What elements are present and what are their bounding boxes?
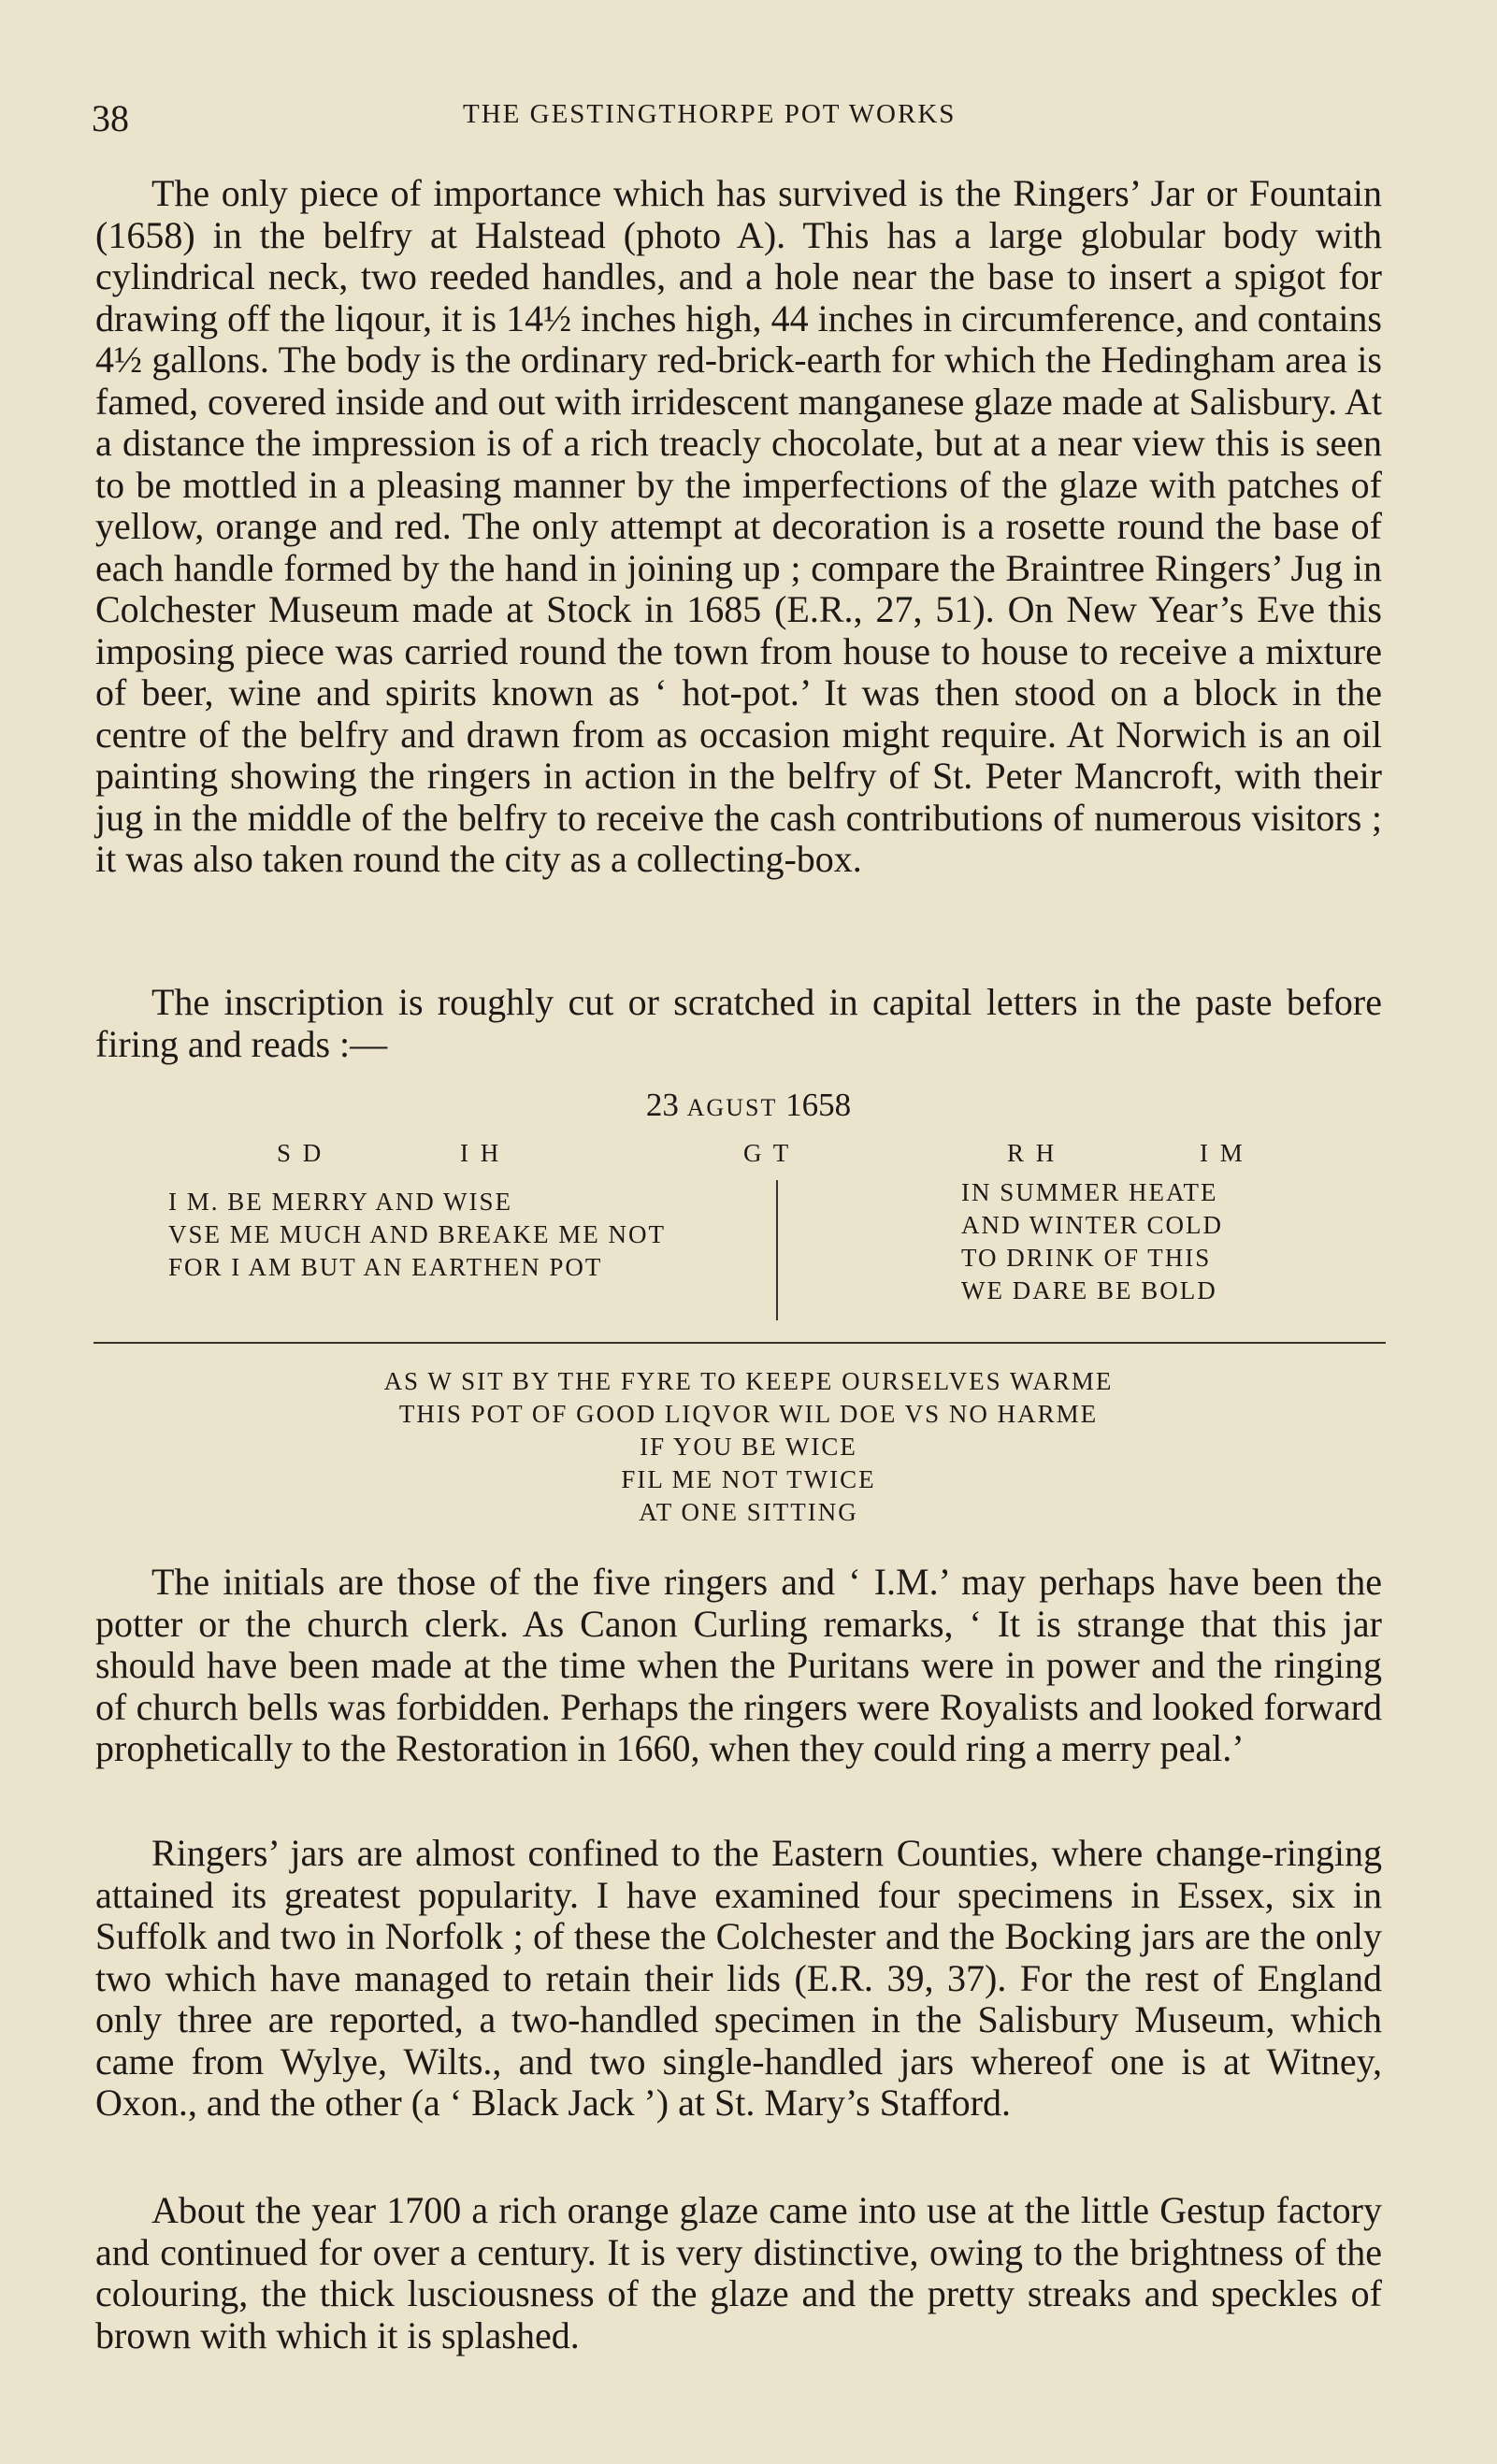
verse-line: FOR I AM BUT AN EARTHEN POT <box>168 1253 603 1281</box>
paragraph-ringers-jar: The only piece of importance which has survived is the Ringers’ Jar or Fountain (1658) in the belfry at Halstead (photo A). This has a large globular body with cylindrical neck, two reeded handles, and a hole near the base to insert a spigot for drawing off the liqour, it is 14½ inches high, 44 inches in circumference, and contains 4½ gallons. The body is the ordinary red-brick-earth for which the Hedingham area is famed, covered inside and out with irridescent manganese glaze made at Salisbury. At a distance the impression is of a rich treacly chocolate, but at a near view this is seen to be mottled in a pleasing manner by the imperfections of the glaze with patches of yellow, orange and red. The only attempt at decoration is a rosette round the base of each handle formed by the hand in joining up ; compare the Braintree Ringers’ Jug in Colchester Museum made at Stock in 1685 (E.R., 27, 51). On New Year’s Eve this imposing piece was carried round the town from house to house to receive a mixture of beer, wine and spirits known as ‘ hot-pot.’ It was then stood on a block in the centre of the belfry and drawn from as occasion might require. At Norwich is an oil painting showing the ringers in action in the belfry of St. Peter Mancroft, with their jug in the middle of the belfry to receive the cash contributions of numerous visitors ; it was also taken round the city as a collecting-box. <box>95 172 1382 880</box>
inscription-left-verse <box>168 1186 666 1284</box>
paragraph-inscription-intro: The inscription is roughly cut or scratched in capital letters in the paste before firing and reads :— <box>95 981 1382 1065</box>
verse-line: IF YOU BE WICE <box>640 1433 857 1461</box>
inscription-date-month: AGUST <box>686 1094 778 1121</box>
inscription-date-day: 23 <box>645 1087 679 1123</box>
verse-line: I M. BE MERRY AND WISE <box>168 1188 513 1216</box>
verse-line: AS W SIT BY THE FYRE TO KEEPE OURSELVES WARME <box>383 1367 1114 1395</box>
initials-gt: G T <box>743 1139 792 1167</box>
paragraph-ringers-jars-distribution: Ringers’ jars are almost confined to the Eastern Counties, where change-ringing attained its greatest popularity. I have examined four specimens in Essex, six in Suffolk and two in Norfolk ; of these the Colchester and the Bocking jars are the only two which have managed to retain their lids (E.R. 39, 37). For the rest of England only three are reported, a two-handled specimen in the Salisbury Museum, which came from Wylye, Wilts., and two single-handled jars whereof one is at Witney, Oxon., and the other (a ‘ Black Jack ’) at St. Mary’s Stafford. <box>95 1832 1382 2124</box>
inscription-vertical-divider <box>776 1180 778 1320</box>
paragraph-orange-glaze: About the year 1700 a rich orange glaze came into use at the little Gestup factory and continued for over a century. It is very distinctive, owing to the brightness of the colouring, the thick lusciousness of the glaze and the pretty streaks and speckles of brown with which it is splashed. <box>95 2189 1382 2356</box>
initials-ih: I H <box>460 1139 502 1167</box>
inscription-date <box>0 1087 1497 1124</box>
running-title: THE GESTINGTHORPE POT WORKS <box>463 99 957 129</box>
inscription-bottom-verse <box>0 1365 1497 1529</box>
verse-line: AT ONE SITTING <box>639 1498 858 1526</box>
paragraph-initials: The initials are those of the five ringers and ‘ I.M.’ may perhaps have been the potter or the church clerk. As Canon Curling remarks, ‘ It is strange that this jar should have been made at the time when the Puritans were in power and the ringing of church bells was forbidden. Perhaps the ringers were Royalists and looked forward prophetically to the Restoration in 1660, when they could ring a merry peal.’ <box>95 1561 1382 1769</box>
verse-line: VSE ME MUCH AND BREAKE ME NOT <box>168 1220 667 1248</box>
initials-rh: R H <box>1007 1139 1058 1167</box>
page-number: 38 <box>92 97 129 139</box>
initials-im: I M <box>1200 1139 1245 1167</box>
verse-line: TO DRINK OF THIS <box>961 1244 1212 1272</box>
inscription-right-verse <box>961 1176 1223 1307</box>
verse-line: THIS POT OF GOOD LIQVOR WIL DOE VS NO HARME <box>398 1400 1099 1428</box>
inscription-horizontal-divider <box>94 1342 1386 1344</box>
verse-line: AND WINTER COLD <box>961 1211 1223 1239</box>
initials-sd: S D <box>277 1139 324 1167</box>
verse-line: IN SUMMER HEATE <box>961 1178 1218 1206</box>
verse-line: WE DARE BE BOLD <box>961 1276 1217 1304</box>
verse-line: FIL ME NOT TWICE <box>621 1465 876 1493</box>
inscription-date-year: 1658 <box>785 1087 852 1123</box>
